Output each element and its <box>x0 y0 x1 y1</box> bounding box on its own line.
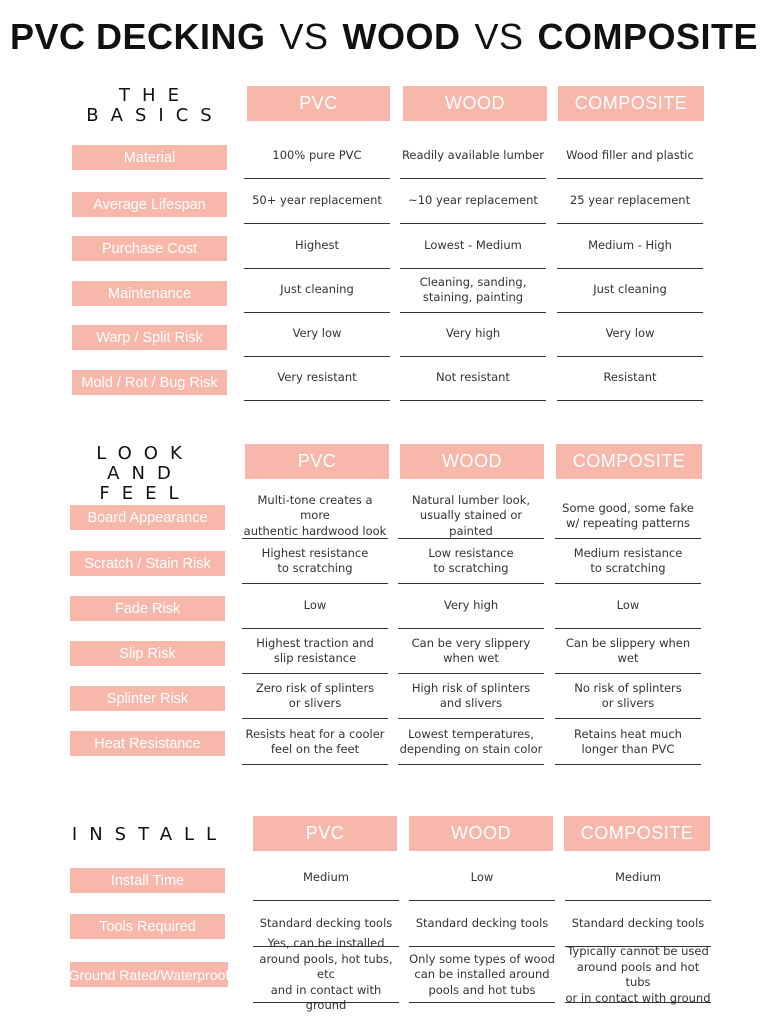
title-pvc-decking: PVC DECKING <box>9 16 266 57</box>
cell-composite: Typically cannot be used around pools and hot tubs or in contact with ground <box>565 944 711 1005</box>
cell-wood: Readily available lumber <box>400 134 546 179</box>
cell-composite: Medium - High <box>557 224 703 269</box>
row-label: Warp / Split Risk <box>72 325 227 350</box>
column-header-wood: WOOD <box>409 816 553 851</box>
title-vs: VS <box>279 16 329 57</box>
cell-composite: Resistant <box>557 356 703 401</box>
cell-pvc: 50+ year replacement <box>244 179 390 224</box>
column-header-composite: COMPOSITE <box>564 816 710 851</box>
section-title-line2: AND FEEL <box>99 463 191 504</box>
cell-pvc: Very resistant <box>244 356 390 401</box>
table-row <box>0 494 768 538</box>
row-label: Slip Risk <box>70 641 225 666</box>
row-label: Splinter Risk <box>70 686 225 711</box>
row-label: Board Appearance <box>70 505 225 530</box>
cell-composite: Just cleaning <box>557 268 703 313</box>
cell-wood: Low <box>409 856 555 901</box>
cell-wood: Cleaning, sanding, staining, painting <box>400 268 546 313</box>
row-label: Average Lifespan <box>72 192 227 217</box>
cell-wood: Natural lumber look, usually stained or painted <box>398 494 544 539</box>
cell-composite: Retains heat much longer than PVC <box>555 720 701 765</box>
row-label: Install Time <box>70 868 225 893</box>
section-title-line1: THE <box>119 85 191 106</box>
cell-composite: Some good, some fake w/ repeating patterns <box>555 494 701 539</box>
cell-pvc: Low <box>242 584 388 629</box>
table-row <box>0 936 768 1013</box>
cell-composite: Medium <box>565 856 711 901</box>
cell-wood: Lowest temperatures, depending on stain color <box>398 720 544 765</box>
section-title-line2: BASICS <box>86 105 224 126</box>
row-label: Material <box>72 145 227 170</box>
column-header-pvc: PVC <box>253 816 397 851</box>
column-header-composite: COMPOSITE <box>558 86 704 121</box>
table-row <box>0 539 768 583</box>
cell-pvc: Standard decking tools <box>253 902 399 947</box>
table-row <box>0 179 768 223</box>
title-wood: WOOD <box>342 16 461 57</box>
cell-pvc: Highest traction and slip resistance <box>242 629 388 674</box>
cell-pvc: Just cleaning <box>244 268 390 313</box>
row-label: Maintenance <box>72 281 227 306</box>
table-row <box>0 134 768 178</box>
row-label: Fade Risk <box>70 596 225 621</box>
cell-wood: ~10 year replacement <box>400 179 546 224</box>
cell-composite: Medium resistance to scratching <box>555 539 701 584</box>
cell-wood: Very high <box>400 312 546 357</box>
column-header-pvc: PVC <box>245 444 389 479</box>
cell-pvc: Very low <box>244 312 390 357</box>
cell-wood: Very high <box>398 584 544 629</box>
row-label: Heat Resistance <box>70 731 225 756</box>
cell-composite: 25 year replacement <box>557 179 703 224</box>
cell-composite: Very low <box>557 312 703 357</box>
page-title <box>0 16 768 58</box>
section-title <box>80 86 230 126</box>
section-title-line1: LOOK <box>96 443 194 464</box>
cell-pvc: Yes, can be installed around pools, hot tubs, etc and in contact with ground <box>253 948 399 1003</box>
cell-pvc: Resists heat for a cooler feel on the feet <box>242 720 388 765</box>
cell-wood: Can be very slippery when wet <box>398 629 544 674</box>
column-header-wood: WOOD <box>400 444 544 479</box>
cell-composite: No risk of splinters or slivers <box>555 674 701 719</box>
table-row <box>0 584 768 628</box>
table-row <box>0 312 768 356</box>
table-row <box>0 674 768 718</box>
cell-pvc: 100% pure PVC <box>244 134 390 179</box>
cell-wood: Low resistance to scratching <box>398 539 544 584</box>
column-header-composite: COMPOSITE <box>556 444 702 479</box>
table-row <box>0 224 768 268</box>
column-header-pvc: PVC <box>247 86 390 121</box>
section-title-line1: INSTALL <box>71 824 229 845</box>
table-row <box>0 268 768 312</box>
row-label: Mold / Rot / Bug Risk <box>72 370 227 395</box>
cell-wood: High risk of splinters and slivers <box>398 674 544 719</box>
column-header-wood: WOOD <box>403 86 547 121</box>
table-row <box>0 720 768 764</box>
table-row <box>0 629 768 673</box>
title-vs: VS <box>474 16 524 57</box>
row-label: Scratch / Stain Risk <box>70 551 225 576</box>
row-label: Ground Rated/Waterproof <box>70 962 228 987</box>
row-label: Tools Required <box>70 914 225 939</box>
section-title <box>70 825 230 845</box>
cell-pvc: Zero risk of splinters or slivers <box>242 674 388 719</box>
table-row <box>0 356 768 400</box>
cell-wood: Standard decking tools <box>409 902 555 947</box>
cell-composite: Standard decking tools <box>565 902 711 947</box>
title-composite: COMPOSITE <box>537 16 759 57</box>
table-row <box>0 856 768 900</box>
cell-composite: Low <box>555 584 701 629</box>
cell-wood: Only some types of wood can be installed around pools and hot tubs <box>409 948 555 1003</box>
row-label: Purchase Cost <box>72 236 227 261</box>
cell-pvc: Multi-tone creates a more authentic hardwood look <box>243 492 387 538</box>
cell-pvc: Highest resistance to scratching <box>242 539 388 584</box>
cell-pvc: Highest <box>244 224 390 269</box>
cell-wood: Lowest - Medium <box>400 224 546 269</box>
cell-wood: Not resistant <box>400 356 546 401</box>
cell-composite: Wood filler and plastic <box>557 134 703 179</box>
cell-composite: Can be slippery when wet <box>555 629 701 674</box>
cell-pvc: Medium <box>253 856 399 901</box>
